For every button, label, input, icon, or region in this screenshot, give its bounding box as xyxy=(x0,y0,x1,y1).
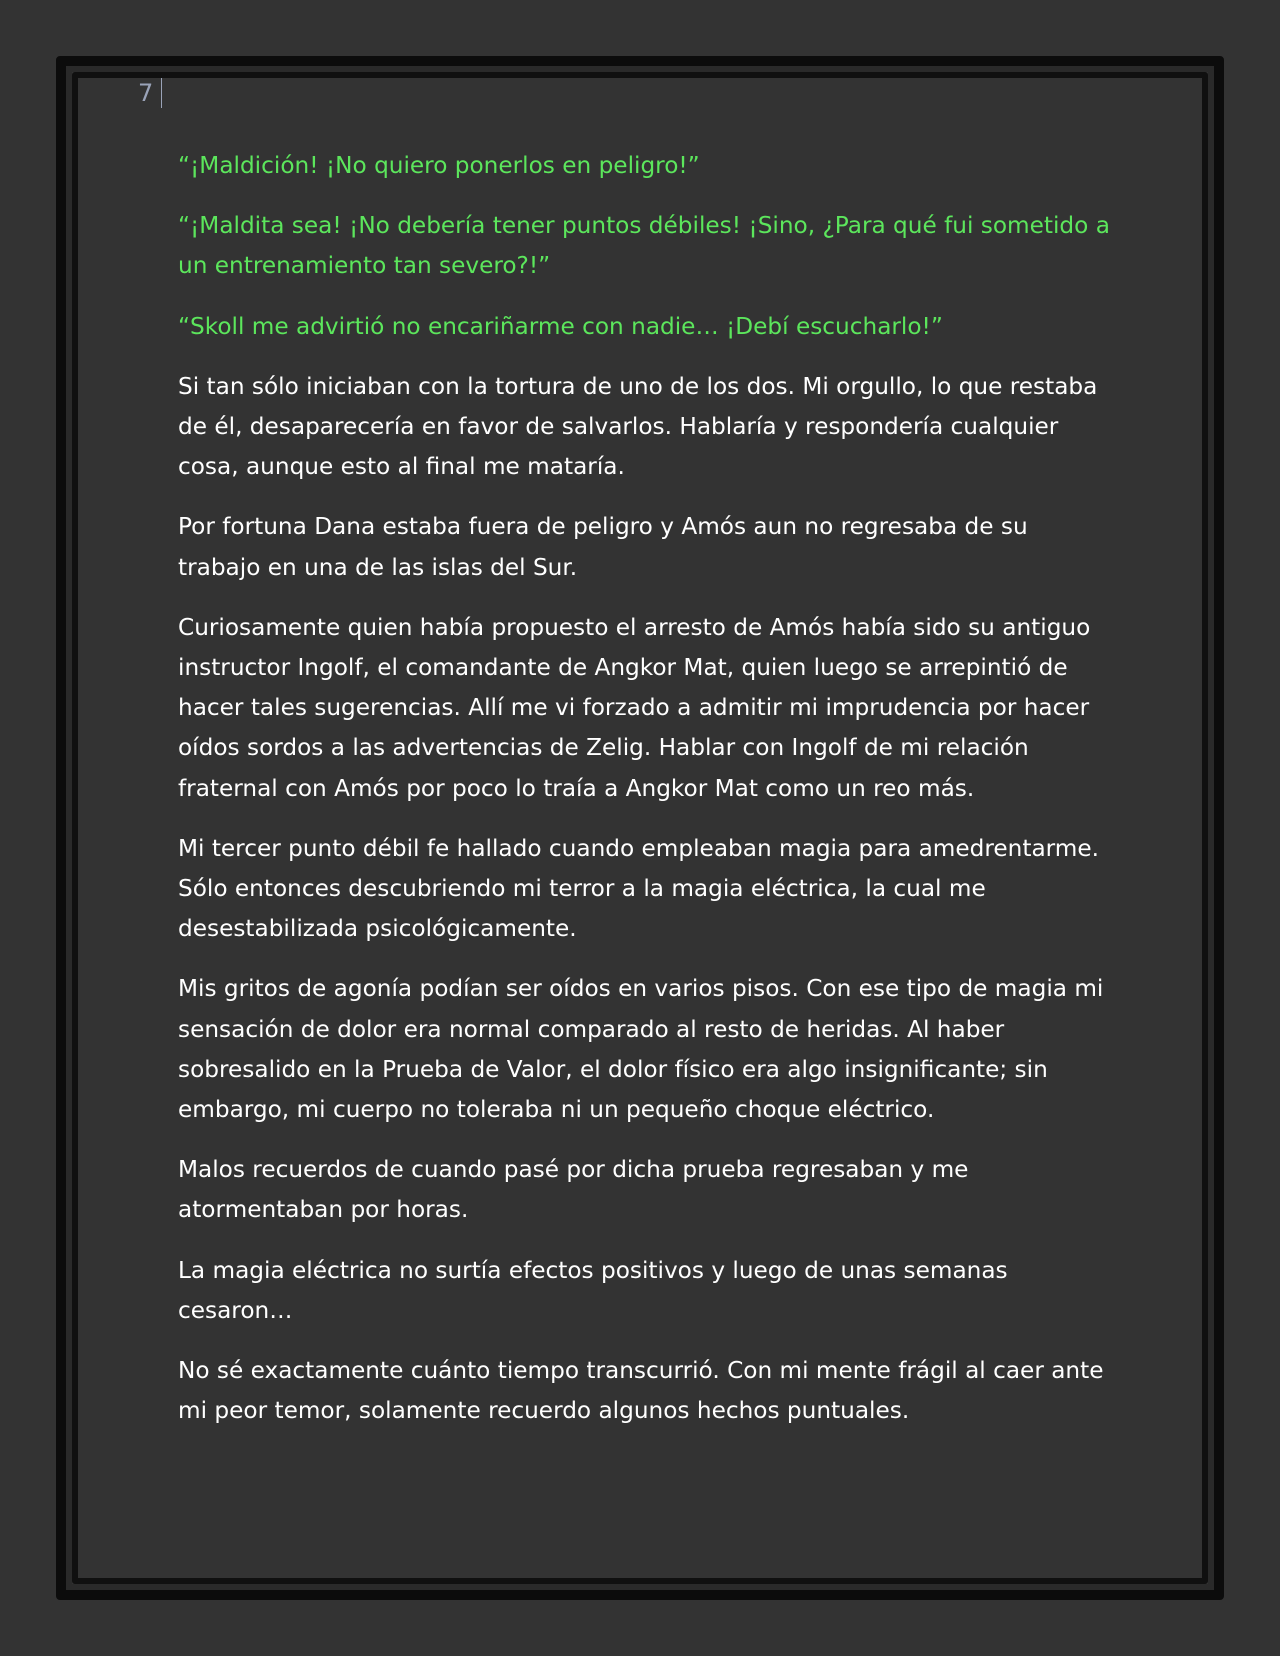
narration-paragraph: Si tan sólo iniciaban con la tortura de uno de los dos. Mi orgullo, lo que restaba de él, desaparecería en favor de salvarlos. Hablaría y respondería cualquier cosa, aunque esto al final me mataría. xyxy=(178,372,1098,481)
narration-paragraph: Mi tercer punto débil fe hallado cuando empleaban magia para amedrentarme. Sólo entonces descubriendo mi terror a la magia eléctrica, la cual me desestabilizada psicológicamente. xyxy=(178,834,1100,943)
narration-paragraph: No sé exactamente cuánto tiempo transcurrió. Con mi mente frágil al caer ante mi peor temor, solamente recuerdo algunos hechos puntuales. xyxy=(178,1357,1104,1425)
dialogue-paragraph: “¡Maldita sea! ¡No debería tener puntos débiles! ¡Sino, ¿Para qué fui sometido a un entrenamiento tan severo?!” xyxy=(178,212,1110,280)
narration-paragraph: Malos recuerdos de cuando pasé por dicha prueba regresaban y me atormentaban por horas. xyxy=(178,1156,969,1224)
narration-paragraph: Mis gritos de agonía podían ser oídos en varios pisos. Con ese tipo de magia mi sensación de dolor era normal comparado al resto de heridas. Al haber sobresalido en la Prueba de Valor, el dolor físico era algo insignificante; sin embargo, mi cuerpo no toleraba ni un pequeño choque eléctrico. xyxy=(178,975,1104,1124)
narration-paragraph: Curiosamente quien había propuesto el arresto de Amós había sido su antiguo instructor Ingolf, el comandante de Angkor Mat, quien luego se arrepintió de hacer tales sugerencias. Allí me vi forzado a admitir mi imprudencia por hacer oídos sordos a las advertencias de Zelig. Hablar con Ingolf de mi relación fraternal con Amós por poco lo traía a Angkor Mat como un reo más. xyxy=(178,613,1091,802)
page-body xyxy=(178,146,1113,1451)
narration-paragraph: Por fortuna Dana estaba fuera de peligro y Amós aun no regresaba de su trabajo en una de las islas del Sur. xyxy=(178,513,1028,581)
page-number: 7 xyxy=(138,78,162,108)
narration-paragraph: La magia eléctrica no surtía efectos positivos y luego de unas semanas cesaron… xyxy=(178,1256,1008,1324)
dialogue-paragraph: “Skoll me advirtió no encariñarme con nadie… ¡Debí escucharlo!” xyxy=(178,312,943,340)
dialogue-paragraph: “¡Maldición! ¡No quiero ponerlos en peligro!” xyxy=(178,152,700,179)
